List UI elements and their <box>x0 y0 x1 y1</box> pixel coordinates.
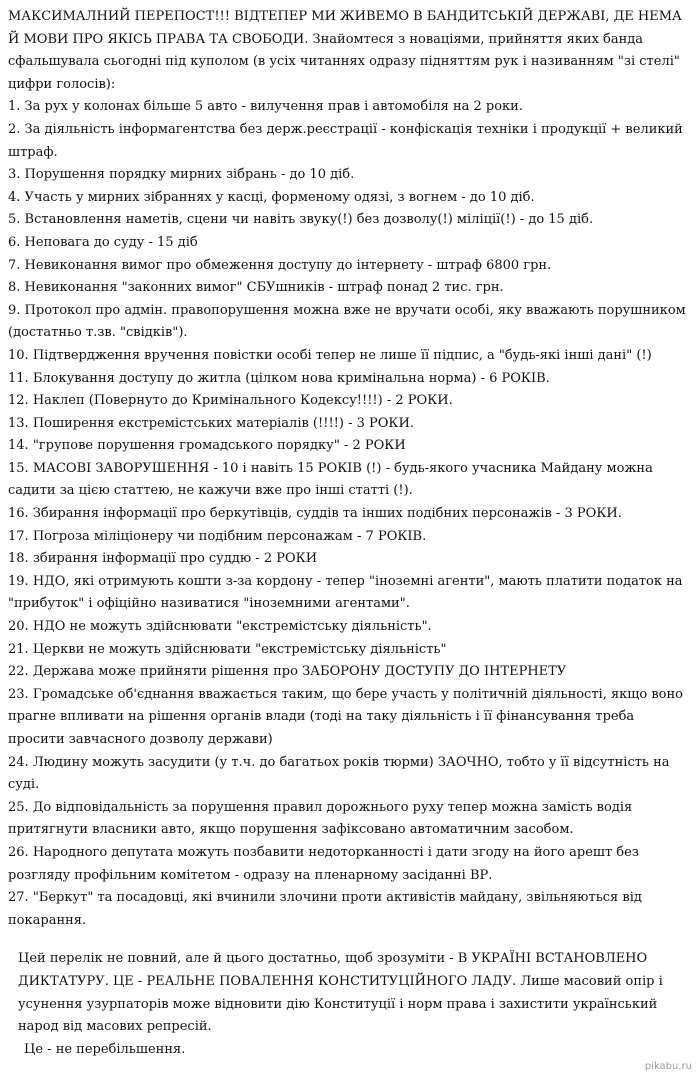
closing-line: Це - не перебільшення. <box>24 1041 186 1057</box>
list-item-number: 9. <box>8 302 21 318</box>
list-item-number: 2. <box>8 121 21 137</box>
list-item-text: Блокування доступу до житла (цілком нова кримінальна норма) - 6 РОКІВ. <box>32 370 550 386</box>
list-item <box>8 390 690 413</box>
list-item <box>8 526 690 549</box>
list-item-text: Погроза міліціонеру чи подібним персонажам - 7 РОКІВ. <box>32 528 427 544</box>
list-item-text: Встановлення наметів, сцени чи навіть звуку(!) без дозволу(!) міліції(!) - до 15 діб. <box>24 212 594 228</box>
list-item-text: Громадське об'єднання вважається таким, що бере участь у політичній діяльності, якщо воно прагне впливати на рішення органів влади (тоді на таку діяльність і її фінансування треба просити завчасного дозволу держави) <box>8 686 683 747</box>
list-item <box>8 797 690 842</box>
list-item <box>8 458 690 503</box>
list-item-text: Поширення екстремістських матеріалів (!!!!) - 3 РОКИ. <box>32 415 414 431</box>
list-item <box>8 345 690 368</box>
list-item <box>8 187 690 210</box>
list-item <box>8 96 690 119</box>
heading-paragraph <box>8 6 690 96</box>
list-item-text: Невиконання вимог про обмеження доступу до інтернету - штраф 6800 грн. <box>24 257 552 273</box>
watermark: pikabu.ru <box>644 1061 692 1072</box>
conclusion-paragraph: Цей перелік не повний, але й цього достатньо, щоб зрозуміти - В УКРАЇНІ ВСТАНОВЛЕНО ДИКТАТУРУ. ЦЕ - РЕАЛЬНЕ ПОВАЛЕННЯ КОНСТИТУЦІЙНОГО ЛАДУ. Лише масовий опір і усунення узурпаторів може відновити дію Конституції і норм права і захистити український народ від масових репресій. <box>18 951 663 1035</box>
list-item-number: 25. <box>8 799 29 815</box>
list-item-text: Протокол про адмін. правопорушення можна вже не вручати особі, яку вважають порушником (достатньо т.зв. "свідків"). <box>8 302 686 341</box>
list-item <box>8 503 690 526</box>
heading-caps: МАКСИМАЛНИЙ ПЕРЕПОСТ!!! ВІДТЕПЕР МИ ЖИВЕМО В БАНДИТСЬКІЙ ДЕРЖАВІ, ДЕ НЕМА Й МОВИ ПРО ЯКІСЬ ПРАВА ТА СВОБОДИ. <box>8 9 682 47</box>
list-item-text: "Беркут" та посадовці, які вчинили злочини проти активістів майдану, звільняються від покарання. <box>8 890 642 928</box>
intro-text: Знайомтеся з новаціями, прийняття яких банда сфальшувала сьогодні під куполом (в усіх читаннях одразу підняттям рук і називанням "зі стелі" цифри голосів): <box>8 31 680 92</box>
list-item-number: 22. <box>8 664 29 680</box>
list-item-text: Наклеп (Повернуто до Кримінального Кодексу!!!!) - 2 РОКИ. <box>32 393 453 409</box>
list-item-number: 17. <box>8 528 29 544</box>
list-item-text: За діяльність інформагентства без держ.реєстрації - конфіскація техніки і продукції + великий штраф. <box>8 121 683 160</box>
list-item-number: 5. <box>8 212 21 228</box>
list-item-number: 13. <box>8 415 29 431</box>
list-item <box>8 639 690 662</box>
list-item-text: Народного депутата можуть позбавити недоторканності і дати згоду на його арешт без розгляду профільним комітетом - одразу на пленарному засіданні ВР. <box>8 844 639 883</box>
list-item <box>8 842 690 887</box>
list-item-number: 23. <box>8 686 29 702</box>
list-item-text: збирання інформації про суддю - 2 РОКИ <box>32 551 318 567</box>
list-item-text: Участь у мирних зібраннях у касці, форменому одязі, з вогнем - до 10 діб. <box>24 189 535 205</box>
list-item <box>8 300 690 345</box>
list-item-text: До відповідальність за порушення правил дорожнього руху тепер можна замість водія притягнути власники авто, якщо порушення зафіксовано автоматичним засобом. <box>8 799 633 838</box>
list-item-text: Церкви не можуть здійснювати "екстремістську діяльність" <box>32 641 447 657</box>
list-item-number: 19. <box>8 573 29 589</box>
list-item-number: 12. <box>8 393 29 409</box>
list-item-number: 18. <box>8 551 29 567</box>
list-item-text: Людину можуть засудити (у т.ч. до багатьох років тюрми) ЗАОЧНО, тобто у її відсутність на суді. <box>8 754 670 793</box>
list-item-number: 8. <box>8 280 21 296</box>
list-item-text: МАСОВІ ЗАВОРУШЕННЯ - 10 і навіть 15 РОКІВ (!) - будь-якого учасника Майдану можна садити за цією статтею, не кажучи вже про інші статті (!). <box>8 460 653 499</box>
list-item <box>8 119 690 164</box>
list-item-number: 20. <box>8 619 29 635</box>
list-item-number: 1. <box>8 99 21 115</box>
list-item <box>8 571 690 616</box>
list-item-text: "групове порушення громадського порядку" - 2 РОКИ <box>32 438 406 454</box>
list-item-number: 26. <box>8 844 29 860</box>
list-item-text: За рух у колонах більше 5 авто - вилучення прав і автомобіля на 2 роки. <box>24 99 523 115</box>
list-item-number: 27. <box>8 890 29 906</box>
list-item <box>8 164 690 187</box>
list-item-number: 14. <box>8 438 29 454</box>
list-item-text: НДО не можуть здійснювати "екстремістську діяльність". <box>32 619 432 635</box>
list-item-text: Невиконання "законних вимог" СБУшників - штраф понад 2 тис. грн. <box>24 280 504 296</box>
list-item-number: 7. <box>8 257 21 273</box>
list-item <box>8 368 690 391</box>
list-item <box>8 435 690 458</box>
list-item-number: 21. <box>8 641 29 657</box>
list-item-number: 16. <box>8 506 29 522</box>
list-item-text: Держава може прийняти рішення про ЗАБОРОНУ ДОСТУПУ ДО ІНТЕРНЕТУ <box>32 664 567 680</box>
list-item-number: 11. <box>8 370 29 386</box>
list-item-number: 3. <box>8 167 21 183</box>
list-item <box>8 752 690 797</box>
list-item-text: НДО, які отримують кошти з-за кордону - тепер "іноземні агенти", мають платити податок на "прибуток" і офіційно називатися "іноземними агентами". <box>8 573 683 612</box>
list-item <box>8 548 690 571</box>
list-item <box>8 887 690 932</box>
list-item-number: 4. <box>8 189 21 205</box>
spacer <box>8 932 690 948</box>
list-item-number: 6. <box>8 234 21 250</box>
list-item <box>8 684 690 752</box>
list-item <box>8 255 690 278</box>
list-item <box>8 661 690 684</box>
list-item-text: Неповага до суду - 15 діб <box>24 234 198 250</box>
list-item <box>8 277 690 300</box>
list-item <box>8 209 690 232</box>
list-item <box>8 413 690 436</box>
novations-list <box>8 96 690 932</box>
list-item-number: 24. <box>8 754 29 770</box>
list-item-text: Збирання інформації про беркутівців, суддів та інших подібних персонажів - 3 РОКИ. <box>32 506 622 522</box>
list-item-text: Порушення порядку мирних зібрань - до 10 діб. <box>24 167 355 183</box>
list-item <box>8 232 690 255</box>
list-item-number: 10. <box>8 347 29 363</box>
list-item-number: 15. <box>8 460 29 476</box>
list-item <box>8 616 690 639</box>
list-item-text: Підтвердження вручення повістки особі тепер не лише її підпис, а "будь-які інші дані" (!) <box>32 347 652 363</box>
